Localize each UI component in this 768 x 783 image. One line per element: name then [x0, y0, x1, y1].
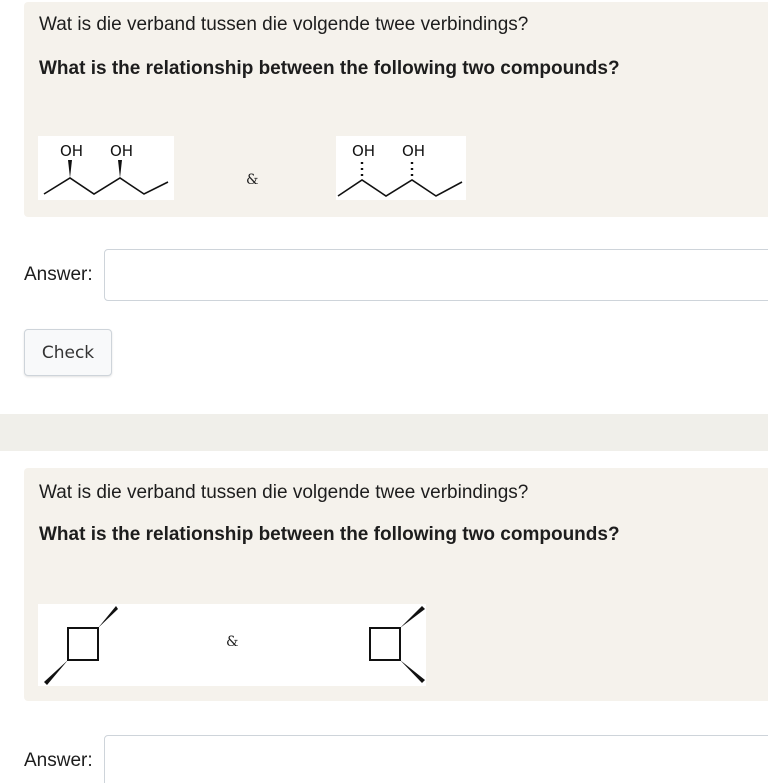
compound-b-carbon-chain	[338, 180, 462, 196]
question-2-answer-label: Answer:	[24, 750, 93, 771]
question-2-ampersand: &	[226, 634, 239, 650]
question-1-answer-label: Answer:	[24, 264, 93, 285]
compound-a-oh-label-1: OH	[60, 142, 84, 160]
compound-a-structure	[38, 136, 174, 200]
compound-a-wedge-bond-1	[68, 160, 72, 178]
compound-c-cyclobutane-ring	[68, 628, 98, 660]
compound-b-structure	[336, 136, 466, 200]
question-1-prompt-afrikaans: Wat is die verband tussen die volgende twee verbindings?	[39, 14, 529, 35]
compound-a-oh-label-2: OH	[110, 142, 134, 160]
compound-d-wedge-bond-2	[400, 660, 425, 683]
compound-c-wedge-bond-2	[44, 660, 68, 685]
compound-d-wedge-bond-1	[400, 606, 425, 628]
question-2-answer-input[interactable]	[104, 735, 768, 783]
compound-b-oh-label-2: OH	[402, 142, 426, 160]
question-1-compound-a	[38, 136, 174, 200]
question-1-box	[24, 2, 768, 217]
check-button[interactable]: Check	[24, 329, 112, 376]
compound-a-wedge-bond-2	[118, 160, 122, 178]
question-2-prompt-afrikaans: Wat is die verband tussen die volgende twee verbindings?	[39, 482, 529, 503]
question-1-ampersand: &	[246, 172, 259, 188]
question-2-box	[24, 468, 768, 701]
compound-c-wedge-bond-1	[98, 606, 118, 628]
compound-a-carbon-chain	[44, 178, 168, 194]
question-1-prompt-english: What is the relationship between the following two compounds?	[39, 58, 620, 79]
compound-b-oh-label-1: OH	[352, 142, 376, 160]
question-1-answer-input[interactable]	[104, 249, 768, 301]
question-1-compound-b	[336, 136, 466, 200]
question-separator	[0, 414, 768, 451]
compound-d-cyclobutane-ring	[370, 628, 400, 660]
question-2-prompt-english: What is the relationship between the following two compounds?	[39, 524, 620, 545]
